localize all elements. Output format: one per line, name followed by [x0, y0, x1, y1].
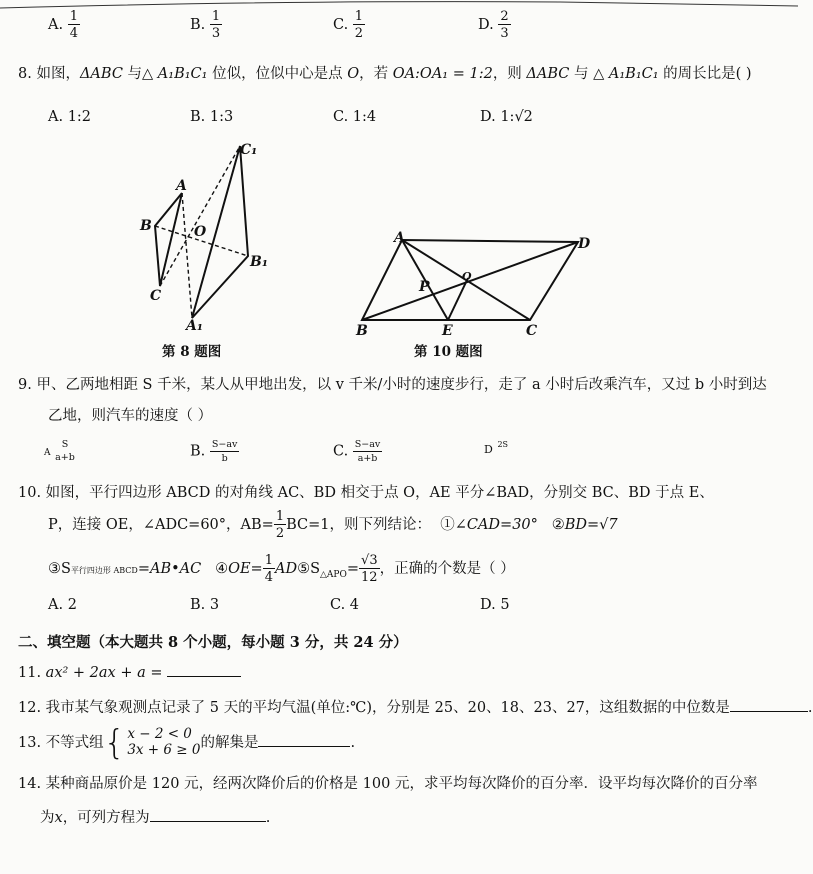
q9-option-c[interactable]: C. $\frac{S-av}{a+b}$ — [333, 439, 381, 464]
q14-answer-blank[interactable] — [150, 821, 266, 822]
q7-option-d[interactable]: D. $\frac{2}{3}$ — [478, 9, 509, 41]
q13: 13. 不等式组 { x − 2 < 0 3x + 6 ≥ 0 的解集是 . — [18, 723, 356, 763]
fig8-label-b: B — [140, 218, 152, 234]
fig10-label-b: B — [356, 323, 368, 339]
q7-option-c[interactable]: C. $\frac{1}{2}$ — [333, 9, 364, 41]
page-edge — [0, 0, 798, 12]
q10-option-b[interactable]: B. 3 — [190, 597, 220, 613]
fig8-label-o: O — [194, 224, 207, 240]
fig10-label-d: D — [578, 236, 591, 252]
section-2-title: 二、填空题（本大题共 8 个小题，每小题 3 分，共 24 分） — [18, 634, 408, 651]
fig10-label-c: C — [526, 323, 538, 339]
q8-option-c[interactable]: C. 1:4 — [333, 109, 377, 125]
q10-option-c[interactable]: C. 4 — [330, 597, 360, 613]
q10-conclusion-2: ②BD=√7 — [551, 517, 618, 533]
q10-conclusion-4: ④OE= $\frac{1}{4}$ AD — [215, 553, 298, 585]
q10-stem-line3: ③S平行四边形 ABCD=AB•AC ④OE= $\frac{1}{4}$ $AD⑤S_{\triangle APO}=$ $\frac{√3}{12}$ ，正确的个数是（ ） — [48, 553, 515, 585]
q7-option-b[interactable]: B. $\frac{1}{3}$ — [190, 9, 221, 41]
q9-option-b[interactable]: B. $\frac{S-av}{b}$ — [190, 439, 238, 464]
fig8-label-a: A — [176, 178, 187, 194]
q11: 11. ax² + 2ax + a = — [18, 665, 241, 681]
fig10-label-p: P — [419, 279, 430, 295]
fig8-caption: 第 8 题图 — [162, 344, 222, 360]
q10-conclusion-3: ③S平行四边形 ABCD=AB•AC — [48, 561, 202, 577]
fig10-label-e: E — [442, 323, 453, 339]
q14-line1: 14. 某种商品原价是 120 元，经两次降价后的价格是 100 元，求平均每次降价的百分率．设平均每次降价的百分率 — [18, 776, 758, 792]
q9-option-a[interactable]: A S a+b — [44, 439, 75, 463]
figure-10 — [350, 228, 600, 338]
q10-stem-line2: P，连接 OE，∠ADC=60°，AB= $\frac{1}{2}$ BC=1，则下列结论： ①∠CAD=30° ②BD=√7 — [48, 509, 618, 541]
q8-option-b[interactable]: B. 1:3 — [190, 109, 234, 125]
q8-option-d[interactable]: D. 1:√2 — [480, 109, 533, 125]
q13-answer-blank[interactable] — [258, 746, 350, 747]
figure-8 — [130, 138, 300, 333]
q7-option-a[interactable]: A. $\frac{1}{4}$ — [48, 9, 78, 41]
fig8-label-b1: B₁ — [250, 254, 268, 270]
q10-option-a[interactable]: A. 2 — [48, 597, 77, 613]
q10-stem-line1: 10. 如图，平行四边形 ABCD 的对角线 AC、BD 相交于点 O，AE 平分∠BAD，分别交 BC、BD 于点 E、 — [18, 485, 714, 501]
fig8-label-a1: A₁ — [186, 318, 203, 334]
fig10-label-a: A — [394, 230, 405, 246]
q14-line2: 为x，可列方程为 . — [40, 810, 271, 826]
q9-stem-line2: 乙地，则汽车的速度（ ） — [48, 408, 213, 424]
q10-conclusion-1: ①∠CAD=30° — [440, 517, 538, 533]
q12: 12. 我市某气象观测点记录了 5 天的平均气温(单位:℃)，分别是 25、20、18、23、27，这组数据的中位数是 . — [18, 700, 813, 716]
q10-conclusion-5: $⑤S_{\triangle APO}=$ $\frac{√3}{12}$ — [297, 553, 378, 585]
q9-option-d[interactable]: D $^{2S}$ — [484, 440, 509, 456]
fig10-caption: 第 10 题图 — [414, 344, 483, 360]
fig8-label-c: C — [150, 288, 162, 304]
q10-option-d[interactable]: D. 5 — [480, 597, 510, 613]
q8-stem: 8. 如图，ΔABC 与△ A₁B₁C₁ 位似，位似中心是点 O，若 OA:OA₁ = 1:2，则 ΔABC 与 △ A₁B₁C₁ 的周长比是( ) — [18, 66, 752, 82]
fig10-label-o: O — [462, 270, 472, 283]
fig8-label-c1: C₁ — [240, 142, 258, 158]
q8-option-a[interactable]: A. 1:2 — [48, 109, 92, 125]
q11-answer-blank[interactable] — [167, 676, 241, 677]
q12-answer-blank[interactable] — [730, 711, 808, 712]
q9-stem-line1: 9. 甲、乙两地相距 S 千米，某人从甲地出发，以 v 千米/小时的速度步行，走了 a 小时后改乘汽车，又过 b 小时到达 — [18, 377, 767, 393]
